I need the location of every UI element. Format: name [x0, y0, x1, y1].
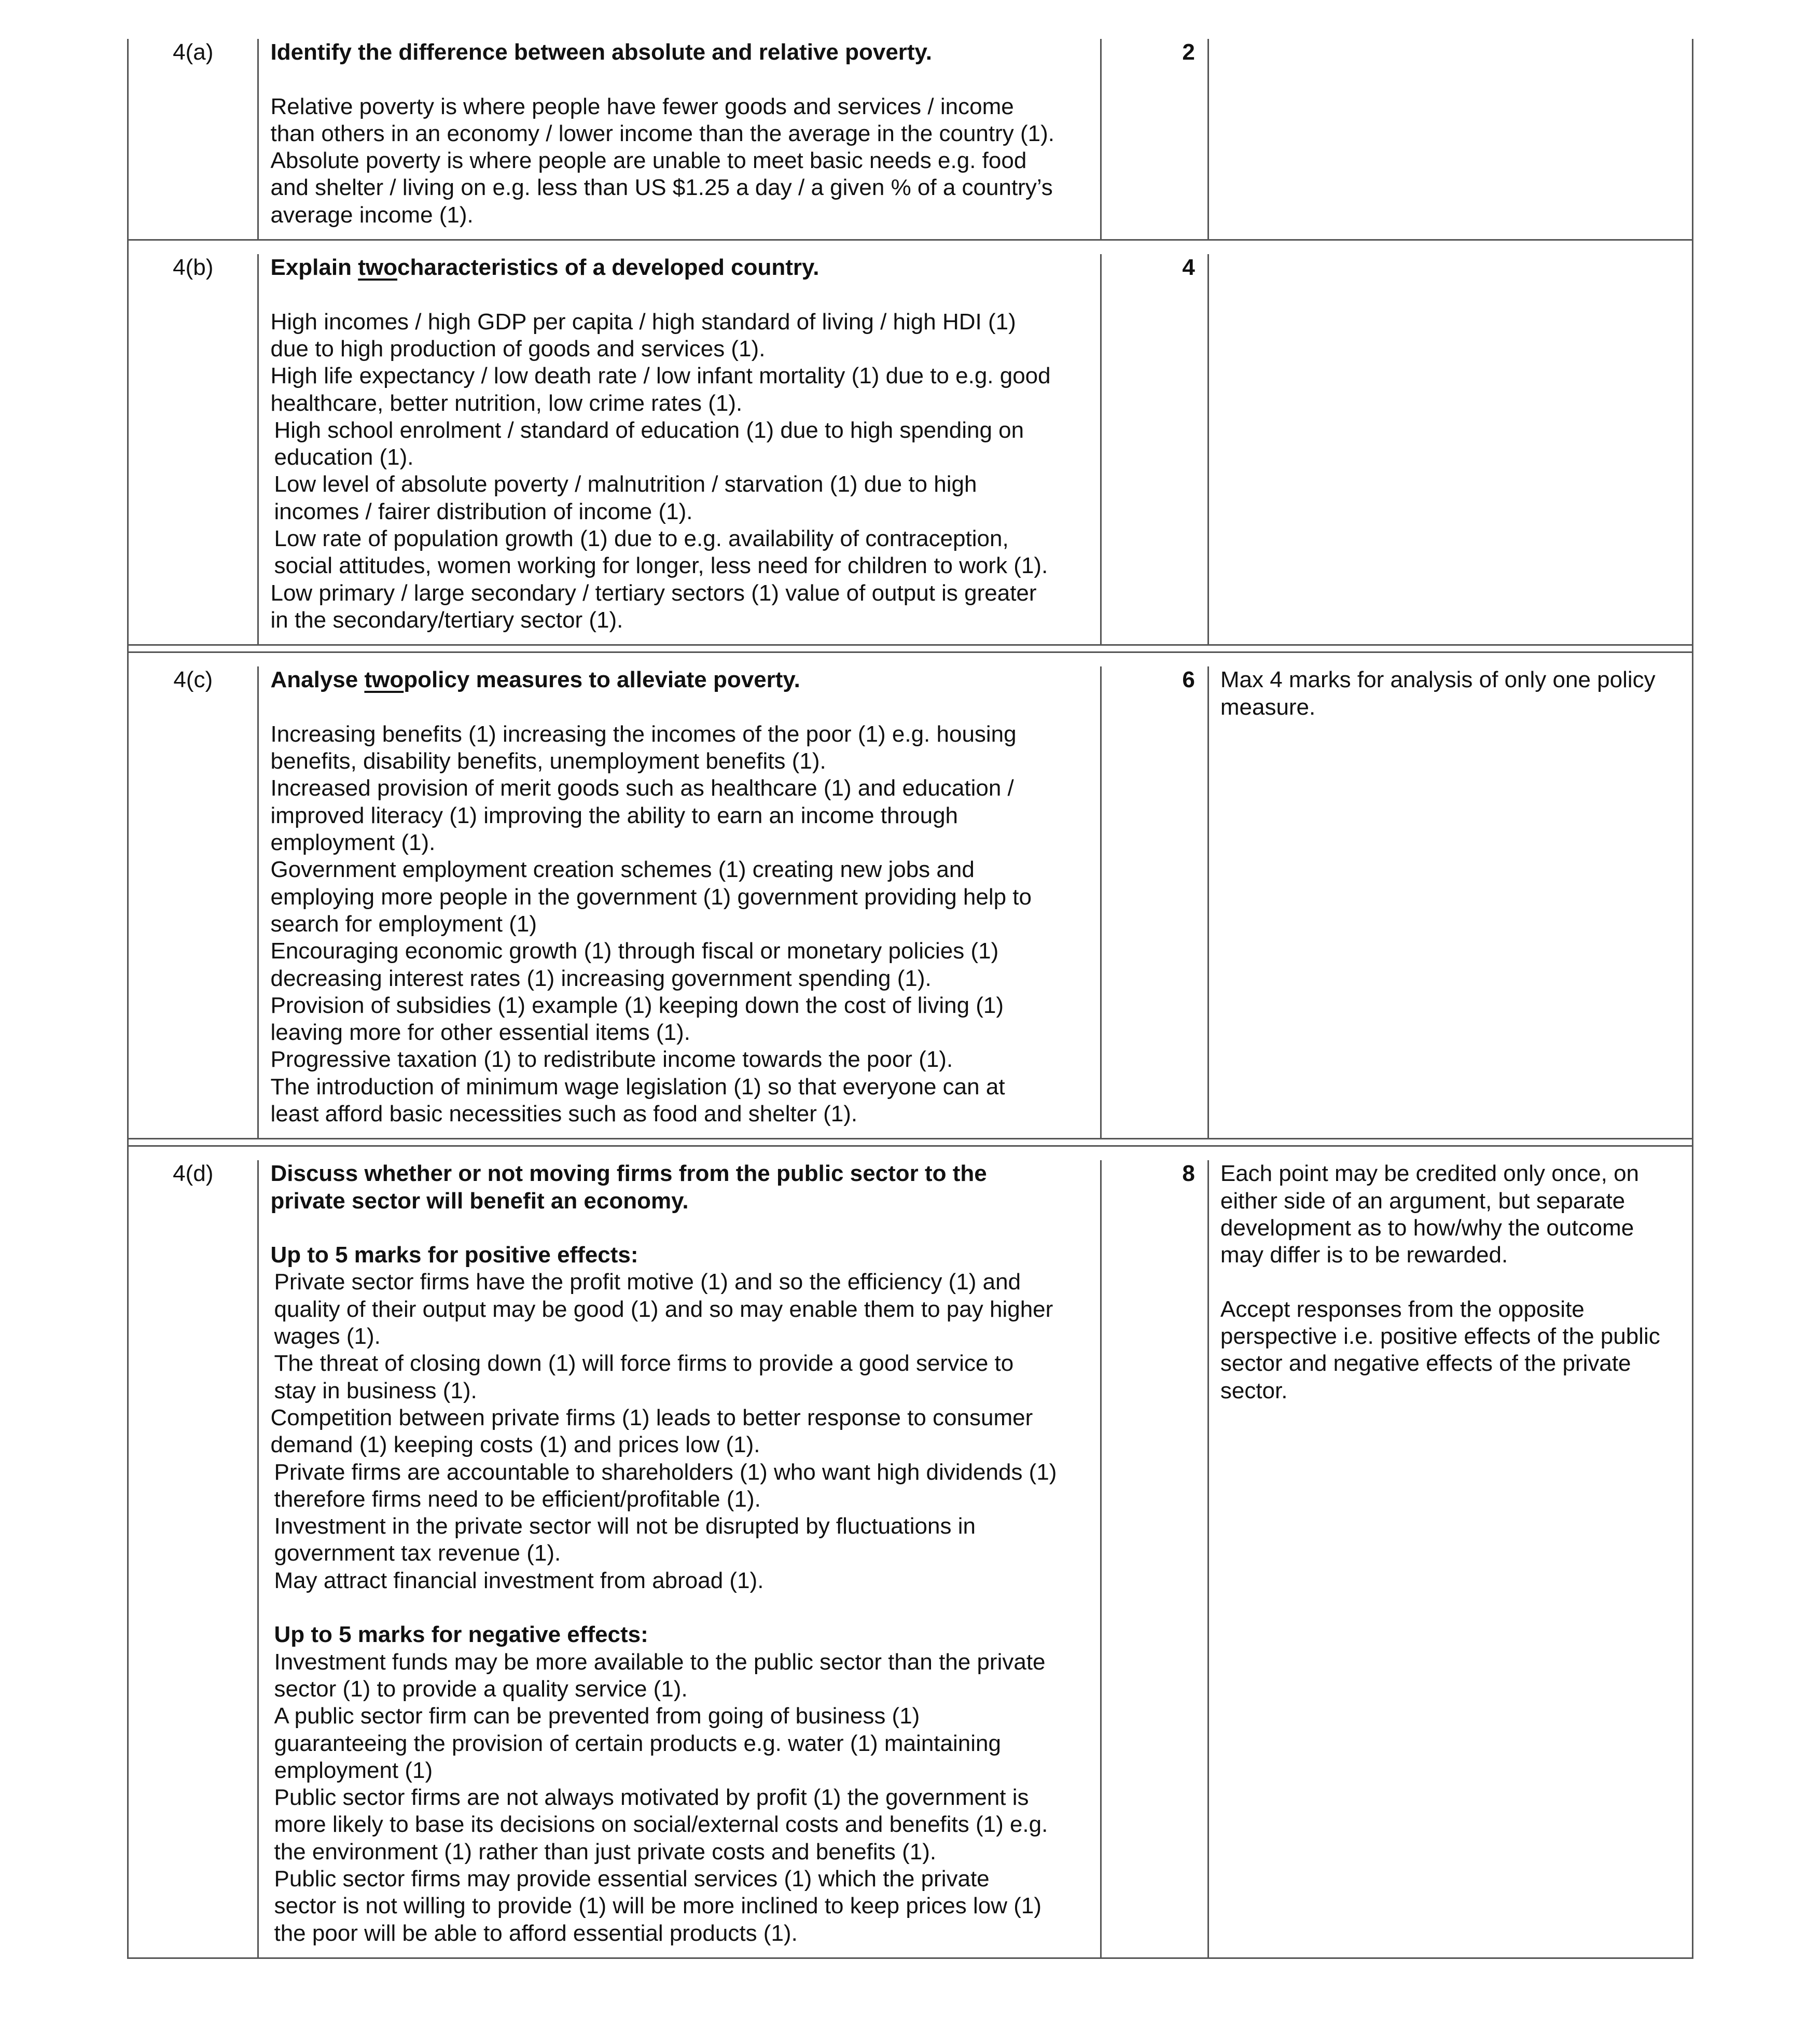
- question-number: 4(c): [129, 666, 259, 1138]
- answer-line: employment (1).: [270, 830, 436, 856]
- answer-line: more likely to base its decisions on social/external costs and benefits (1) e.g.: [274, 1812, 1048, 1838]
- row-divider: [127, 644, 1693, 653]
- guidance-cell: [1209, 1160, 1692, 1957]
- answer-line: Increasing benefits (1) increasing the incomes of the poor (1) e.g. housing: [270, 721, 1017, 747]
- answer-line: Investment in the private sector will not be disrupted by fluctuations in: [274, 1513, 976, 1539]
- marks: 2: [1102, 39, 1209, 239]
- question-number: 4(d): [129, 1160, 259, 1957]
- answer-lines: [270, 93, 1090, 229]
- answer-line: Absolute poverty is where people are unable to meet basic needs e.g. food: [270, 148, 1027, 174]
- answer-line: quality of their output may be good (1) and so may enable them to pay higher: [274, 1296, 1053, 1322]
- answer-line: measure.: [1220, 694, 1316, 720]
- answer-cell: [259, 39, 1102, 239]
- guidance-lines: [1220, 1160, 1682, 1269]
- guidance-cell: [1209, 39, 1692, 239]
- answer-line: search for employment (1): [270, 911, 537, 937]
- answer-cell: [259, 666, 1102, 1138]
- answer-line: due to high production of goods and services (1).: [270, 336, 766, 361]
- guidance-lines: [1220, 666, 1682, 721]
- answer-line: guaranteeing the provision of certain products e.g. water (1) maintaining: [274, 1730, 1001, 1756]
- question-text: Analyse twopolicy measures to alleviate poverty.: [270, 667, 800, 693]
- marks: 8: [1102, 1160, 1209, 1957]
- answer-cell: [259, 254, 1102, 644]
- answer-line: decreasing interest rates (1) increasing government spending (1).: [270, 965, 932, 991]
- marks: 6: [1102, 666, 1209, 1138]
- negative-heading: Up to 5 marks for negative effects:: [274, 1622, 648, 1648]
- answer-line: sector and negative effects of the private: [1220, 1351, 1631, 1376]
- answer-cell: [259, 1160, 1102, 1957]
- answer-line: High school enrolment / standard of education (1) due to high spending on: [274, 417, 1024, 443]
- answer-line: development as to how/why the outcome: [1220, 1215, 1634, 1241]
- answer-line: the poor will be able to afford essential products (1).: [274, 1920, 798, 1946]
- answer-line: Relative poverty is where people have fewer goods and services / income: [270, 93, 1014, 119]
- answer-line: government tax revenue (1).: [274, 1540, 561, 1566]
- row-4a: [127, 39, 1693, 239]
- answer-line: Each point may be credited only once, on: [1220, 1161, 1640, 1187]
- answer-line: High incomes / high GDP per capita / high standard of living / high HDI (1): [270, 309, 1016, 335]
- answer-line: education (1).: [274, 444, 414, 470]
- answer-line: Private sector firms have the profit motive (1) and so the efficiency (1) and: [274, 1269, 1021, 1295]
- question-line: private sector will benefit an economy.: [270, 1188, 689, 1214]
- answer-line: Increased provision of merit goods such as healthcare (1) and education /: [270, 775, 1014, 801]
- answer-line: improved literacy (1) improving the ability to earn an income through: [270, 802, 958, 828]
- answer-line: sector.: [1220, 1378, 1288, 1403]
- answer-lines: [270, 309, 1090, 634]
- answer-line: least afford basic necessities such as food and shelter (1).: [270, 1101, 858, 1126]
- negative-lines: [270, 1649, 1090, 1947]
- answer-line: wages (1).: [274, 1324, 381, 1350]
- answer-line: demand (1) keeping costs (1) and prices low (1).: [270, 1432, 760, 1458]
- answer-line: sector is not willing to provide (1) will be more inclined to keep prices low (1): [274, 1893, 1041, 1919]
- answer-line: The threat of closing down (1) will force firms to provide a good service to: [274, 1351, 1014, 1376]
- question-text: Explain twocharacteristics of a developed country.: [270, 255, 819, 281]
- answer-line: Low level of absolute poverty / malnutrition / starvation (1) due to high: [274, 471, 977, 497]
- row-4c: [127, 653, 1693, 1138]
- positive-lines: [270, 1269, 1090, 1594]
- answer-line: Private firms are accountable to shareholders (1) who want high dividends (1): [274, 1459, 1057, 1485]
- answer-line: Accept responses from the opposite: [1220, 1296, 1585, 1322]
- answer-line: stay in business (1).: [274, 1378, 477, 1403]
- answer-line: High life expectancy / low death rate / low infant mortality (1) due to e.g. good: [270, 363, 1051, 389]
- row-4d: [127, 1147, 1693, 1957]
- answer-line: Public sector firms are not always motivated by profit (1) the government is: [274, 1785, 1029, 1811]
- answer-line: therefore firms need to be efficient/profitable (1).: [274, 1486, 761, 1512]
- answer-line: benefits, disability benefits, unemployment benefits (1).: [270, 748, 826, 774]
- answer-line: The introduction of minimum wage legislation (1) so that everyone can at: [270, 1074, 1005, 1100]
- marks: 4: [1102, 254, 1209, 644]
- question-number: 4(a): [129, 39, 259, 239]
- guidance-lines: [1220, 1296, 1682, 1404]
- answer-line: may differ is to be rewarded.: [1220, 1242, 1508, 1268]
- answer-line: Encouraging economic growth (1) through fiscal or monetary policies (1): [270, 938, 999, 964]
- question-line: Discuss whether or not moving firms from the public sector to the: [270, 1161, 987, 1187]
- answer-line: healthcare, better nutrition, low crime rates (1).: [270, 390, 743, 416]
- answer-line: Low primary / large secondary / tertiary sectors (1) value of output is greater: [270, 580, 1037, 606]
- answer-lines: [270, 721, 1090, 1128]
- answer-line: leaving more for other essential items (1).: [270, 1020, 690, 1046]
- guidance-cell: [1209, 254, 1692, 644]
- answer-line: Public sector firms may provide essential services (1) which the private: [274, 1866, 990, 1891]
- answer-line: employing more people in the government (1) government providing help to: [270, 884, 1032, 910]
- answer-line: sector (1) to provide a quality service (1).: [274, 1676, 688, 1702]
- answer-line: than others in an economy / lower income than the average in the country (1).: [270, 120, 1054, 146]
- answer-line: either side of an argument, but separate: [1220, 1188, 1626, 1214]
- answer-line: May attract financial investment from abroad (1).: [274, 1567, 764, 1593]
- question-text: [270, 1160, 1090, 1215]
- answer-line: Government employment creation schemes (1) creating new jobs and: [270, 857, 975, 883]
- answer-line: Investment funds may be more available to the public sector than the private: [274, 1649, 1046, 1675]
- positive-heading: Up to 5 marks for positive effects:: [270, 1242, 638, 1268]
- answer-line: incomes / fairer distribution of income (1).: [274, 498, 693, 524]
- answer-line: average income (1).: [270, 202, 474, 228]
- mark-scheme-table: [127, 39, 1693, 1959]
- answer-line: and shelter / living on e.g. less than US $1.25 a day / a given % of a country’s: [270, 175, 1053, 201]
- answer-line: in the secondary/tertiary sector (1).: [270, 607, 623, 633]
- answer-line: Provision of subsidies (1) example (1) keeping down the cost of living (1): [270, 992, 1004, 1018]
- question-number: 4(b): [129, 254, 259, 644]
- answer-line: Competition between private firms (1) leads to better response to consumer: [270, 1404, 1033, 1430]
- answer-line: Progressive taxation (1) to redistribute income towards the poor (1).: [270, 1047, 953, 1073]
- answer-line: A public sector firm can be prevented from going of business (1): [274, 1703, 920, 1729]
- guidance-cell: [1209, 666, 1692, 1138]
- answer-line: perspective i.e. positive effects of the public: [1220, 1324, 1660, 1350]
- answer-line: social attitudes, women working for longer, less need for children to work (1).: [274, 553, 1048, 579]
- row-divider: [127, 1138, 1693, 1147]
- answer-line: Max 4 marks for analysis of only one policy: [1220, 667, 1656, 693]
- answer-line: Low rate of population growth (1) due to e.g. availability of contraception,: [274, 526, 1009, 552]
- row-4b: [127, 241, 1693, 644]
- question-text: Identify the difference between absolute and relative poverty.: [270, 39, 932, 65]
- answer-line: employment (1): [274, 1757, 433, 1783]
- answer-line: the environment (1) rather than just private costs and benefits (1).: [274, 1839, 937, 1865]
